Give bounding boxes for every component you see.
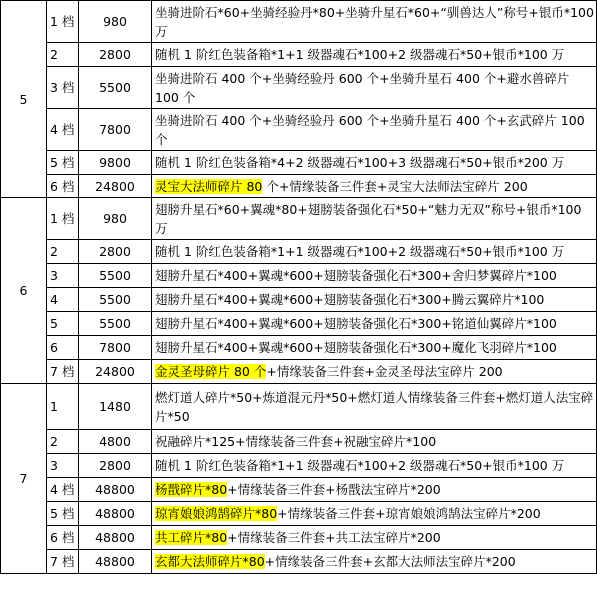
- tier-cell: 2: [47, 240, 79, 264]
- reward-text: 翅膀升星石*60+翼魂*80+翅膀装备强化石*50+“魅力无双”称号+银币*100 万: [155, 201, 582, 236]
- table-row: [1, 240, 597, 264]
- reward-content-cell: [152, 151, 597, 175]
- tier-cell: 3 档: [47, 67, 79, 109]
- reward-text: 随机 1 阶红色装备箱*4+2 级器魂石*100+3 级器魂石*50+银币*200 万: [155, 155, 565, 170]
- amount-cell: 2800: [79, 43, 152, 67]
- table-row: [1, 550, 597, 574]
- amount-cell: 1480: [79, 384, 152, 430]
- table-row: [1, 502, 597, 526]
- highlighted-reward: 金灵圣母碎片 80 个: [155, 364, 267, 379]
- amount-cell: 24800: [79, 175, 152, 198]
- tier-cell: 4 档: [47, 109, 79, 151]
- reward-text: +情缘装备三件套+琼宵娘娘鸿鹄法宝碎片*200: [277, 506, 541, 521]
- reward-text: 随机 1 阶红色装备箱*1+1 级器魂石*100+2 级器魂石*50+银币*100 万: [155, 458, 565, 473]
- reward-text: +情缘装备三件套+玄都大法师法宝碎片*200: [264, 554, 516, 569]
- group-cell: 5: [1, 1, 47, 198]
- amount-cell: 48800: [79, 526, 152, 550]
- tier-cell: 1: [47, 384, 79, 430]
- tier-cell: 1 档: [47, 198, 79, 240]
- amount-cell: 48800: [79, 550, 152, 574]
- amount-cell: 7800: [79, 336, 152, 360]
- reward-content-cell: [152, 502, 597, 526]
- amount-cell: 5500: [79, 288, 152, 312]
- highlighted-reward: 玄都大法师碎片*80: [155, 554, 265, 569]
- reward-text: 翅膀升星石*400+翼魂*600+翅膀装备强化石*300+舍归梦翼碎片*100: [155, 268, 557, 283]
- amount-cell: 7800: [79, 109, 152, 151]
- table-row: [1, 1, 597, 43]
- amount-cell: 4800: [79, 430, 152, 454]
- table-row: [1, 336, 597, 360]
- reward-content-cell: [152, 1, 597, 43]
- reward-content-cell: [152, 175, 597, 198]
- highlighted-reward: 杨戬碎片*80: [155, 482, 228, 497]
- table-row: [1, 175, 597, 198]
- highlighted-reward: 共工碎片*80: [155, 530, 228, 545]
- tier-cell: 7 档: [47, 360, 79, 384]
- amount-cell: 5500: [79, 264, 152, 288]
- reward-content-cell: [152, 454, 597, 478]
- highlighted-reward: 琼宵娘娘鸿鹄碎片*80: [155, 506, 278, 521]
- reward-text: +情缘装备三件套+杨戬法宝碎片*200: [227, 482, 441, 497]
- table-row: [1, 109, 597, 151]
- reward-content-cell: [152, 550, 597, 574]
- tier-cell: 6 档: [47, 526, 79, 550]
- tier-cell: 1 档: [47, 1, 79, 43]
- amount-cell: 24800: [79, 360, 152, 384]
- reward-text: 燃灯道人碎片*50+炼道混元丹*50+燃灯道人情缘装备三件套+燃灯道人法宝碎片*50: [155, 389, 594, 424]
- reward-content-cell: [152, 312, 597, 336]
- table-row: [1, 360, 597, 384]
- tier-cell: 4: [47, 288, 79, 312]
- reward-content-cell: [152, 198, 597, 240]
- reward-content-cell: [152, 336, 597, 360]
- table-row: [1, 526, 597, 550]
- tier-cell: 5 档: [47, 151, 79, 175]
- amount-cell: 48800: [79, 478, 152, 502]
- amount-cell: 2800: [79, 240, 152, 264]
- reward-text: 随机 1 阶红色装备箱*1+1 级器魂石*100+2 级器魂石*50+银币*100 万: [155, 47, 565, 62]
- amount-cell: 980: [79, 198, 152, 240]
- reward-text: 翅膀升星石*400+翼魂*600+翅膀装备强化石*300+铭道仙翼碎片*100: [155, 316, 557, 331]
- table-row: [1, 384, 597, 430]
- amount-cell: 2800: [79, 454, 152, 478]
- reward-content-cell: [152, 67, 597, 109]
- reward-text: 坐骑进阶石*60+坐骑经验丹*80+坐骑升星石*60+“驯兽达人”称号+银币*100 万: [155, 4, 594, 39]
- reward-text: 个+情缘装备三件套+灵宝大法师法宝碎片 200: [262, 178, 528, 194]
- table-row: [1, 430, 597, 454]
- reward-content-cell: [152, 109, 597, 151]
- reward-text: 随机 1 阶红色装备箱*1+1 级器魂石*100+2 级器魂石*50+银币*100 万: [155, 244, 565, 259]
- tier-cell: 7 档: [47, 550, 79, 574]
- table-row: [1, 151, 597, 175]
- reward-content-cell: [152, 430, 597, 454]
- reward-text: 翅膀升星石*400+翼魂*600+翅膀装备强化石*300+腾云翼碎片*100: [155, 292, 545, 307]
- reward-content-cell: [152, 526, 597, 550]
- table-body: [1, 1, 597, 574]
- group-cell: 7: [1, 384, 47, 574]
- tier-cell: 3: [47, 454, 79, 478]
- tier-cell: 2: [47, 43, 79, 67]
- table-row: [1, 478, 597, 502]
- tier-cell: 4 档: [47, 478, 79, 502]
- reward-text: 翅膀升星石*400+翼魂*600+翅膀装备强化石*300+魔化飞羽碎片*100: [155, 340, 557, 355]
- tier-cell: 2: [47, 430, 79, 454]
- table-row: [1, 454, 597, 478]
- tier-cell: 3: [47, 264, 79, 288]
- reward-text: +情缘装备三件套+共工法宝碎片*200: [227, 530, 441, 545]
- reward-content-cell: [152, 264, 597, 288]
- group-cell: 6: [1, 198, 47, 384]
- amount-cell: 980: [79, 1, 152, 43]
- highlighted-reward: 灵宝大法师碎片 80: [155, 178, 263, 194]
- reward-content-cell: [152, 288, 597, 312]
- amount-cell: 9800: [79, 151, 152, 175]
- amount-cell: 5500: [79, 67, 152, 109]
- reward-content-cell: [152, 384, 597, 430]
- reward-text: 祝融碎片*125+情缘装备三件套+祝融宝碎片*100: [155, 434, 437, 449]
- tier-cell: 6 档: [47, 175, 79, 198]
- reward-content-cell: [152, 43, 597, 67]
- tier-cell: 5 档: [47, 502, 79, 526]
- amount-cell: 5500: [79, 312, 152, 336]
- amount-cell: 48800: [79, 502, 152, 526]
- reward-text: 坐骑进阶石 400 个+坐骑经验丹 600 个+坐骑升星石 400 个+玄武碎片 100 个: [155, 112, 585, 147]
- table-row: [1, 312, 597, 336]
- table-row: [1, 288, 597, 312]
- table-row: [1, 43, 597, 67]
- reward-content-cell: [152, 360, 597, 384]
- table-row: [1, 264, 597, 288]
- reward-content-cell: [152, 240, 597, 264]
- tier-cell: 5: [47, 312, 79, 336]
- reward-text: +情缘装备三件套+金灵圣母法宝碎片 200: [266, 364, 503, 379]
- table-row: [1, 198, 597, 240]
- reward-text: 坐骑进阶石 400 个+坐骑经验丹 600 个+坐骑升星石 400 个+避水兽碎片 100 个: [155, 70, 570, 105]
- table-row: [1, 67, 597, 109]
- reward-content-cell: [152, 478, 597, 502]
- tier-cell: 6: [47, 336, 79, 360]
